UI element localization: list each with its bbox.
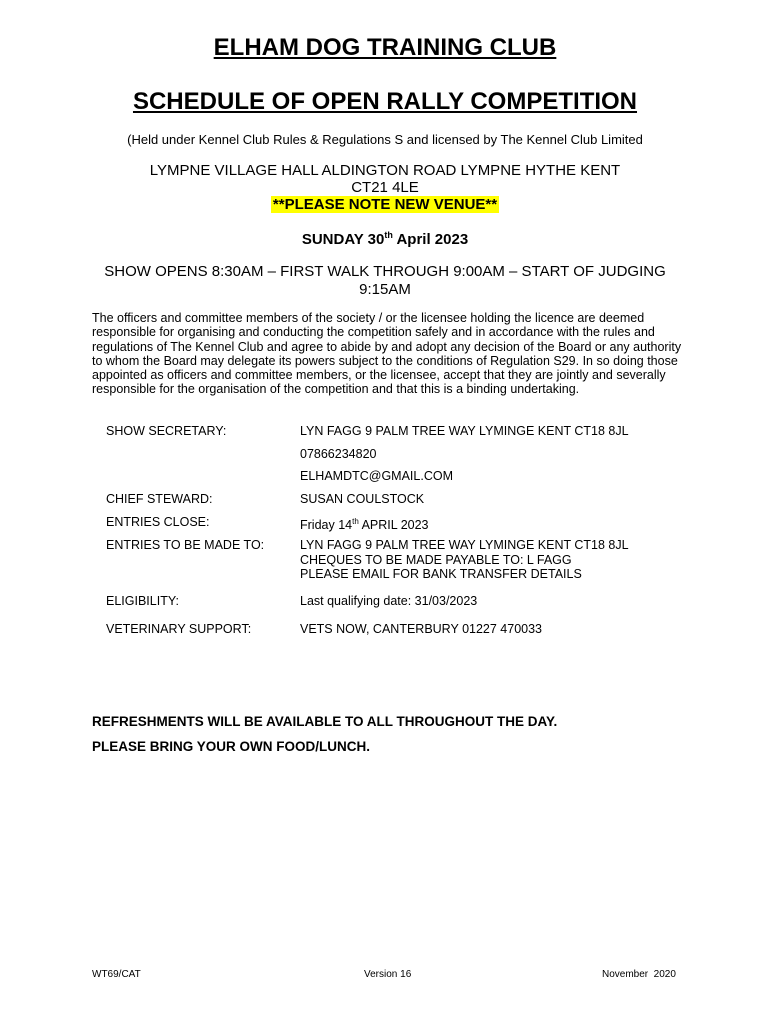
event-date: [0, 230, 770, 248]
show-secretary-phone: 07866234820: [300, 447, 377, 461]
show-secretary-address: LYN FAGG 9 PALM TREE WAY LYMINGE KENT CT18 8JL: [300, 424, 629, 438]
chief-steward-value: SUSAN COULSTOCK: [300, 492, 425, 506]
entries-to-label: ENTRIES TO BE MADE TO:: [106, 538, 265, 552]
entries-close-ordinal: th: [352, 517, 359, 526]
refreshments-notice: REFRESHMENTS WILL BE AVAILABLE TO ALL THROUGHOUT THE DAY.: [92, 714, 558, 729]
venue-line-2: CT21 4LE: [351, 179, 419, 196]
vet-support-value: VETS NOW, CANTERBURY 01227 470033: [300, 622, 543, 636]
event-date-rest: April 2023: [392, 231, 469, 248]
show-times-line-1: SHOW OPENS 8:30AM – FIRST WALK THROUGH 9:00AM – START OF JUDGING: [104, 263, 666, 280]
event-date-ordinal: th: [384, 230, 393, 240]
vet-support-label: VETERINARY SUPPORT:: [106, 622, 252, 636]
venue-address: [0, 162, 770, 196]
footer-date: November 2020: [602, 969, 676, 980]
held-under-text: (Held under Kennel Club Rules & Regulations S and licensed by The Kennel Club Limited: [127, 132, 643, 147]
declaration-paragraph: The officers and committee members of the society / or the licensee holding the licence are deemed responsible for organising and conducting the competition safely and in accordance with the rules and regulations of The Kennel Club and agree to abide by and adopt any decision of the Board or any authority to whom the Board may delegate its powers subject to the conditions of Regulation S29. In so doing those appointed as officers and committee members, or the licensee, accept that they are jointly and severally responsible for the organisation of the competition and that this is a binding undertaking.: [92, 311, 682, 397]
entries-close-label: ENTRIES CLOSE:: [106, 515, 210, 529]
venue-line-1: LYMPNE VILLAGE HALL ALDINGTON ROAD LYMPNE HYTHE KENT: [149, 162, 621, 179]
entries-to-details: [300, 538, 629, 582]
chief-steward-label: CHIEF STEWARD:: [106, 492, 213, 506]
new-venue-highlight: **PLEASE NOTE NEW VENUE**: [272, 196, 498, 213]
entries-close-rest: APRIL 2023: [358, 518, 429, 532]
entries-to-address: LYN FAGG 9 PALM TREE WAY LYMINGE KENT CT18 8JL: [300, 538, 629, 552]
show-times: [90, 263, 680, 299]
entries-close-prefix: Friday 14: [300, 518, 353, 532]
show-secretary-label: SHOW SECRETARY:: [106, 424, 227, 438]
bring-food-notice: PLEASE BRING YOUR OWN FOOD/LUNCH.: [92, 739, 371, 754]
eligibility-value: Last qualifying date: 31/03/2023: [300, 594, 478, 608]
footer-version: Version 16: [364, 969, 412, 980]
footer-form-code: WT69/CAT: [92, 969, 141, 980]
entries-to-cheques: CHEQUES TO BE MADE PAYABLE TO: L FAGG: [300, 552, 572, 567]
schedule-title-heading: SCHEDULE OF OPEN RALLY COMPETITION: [132, 88, 638, 115]
eligibility-label: ELIGIBILITY:: [106, 594, 179, 608]
club-name-heading: ELHAM DOG TRAINING CLUB: [213, 34, 557, 61]
entries-to-bank-transfer: PLEASE EMAIL FOR BANK TRANSFER DETAILS: [300, 567, 582, 581]
entries-close-value: [300, 515, 429, 533]
venue-note-wrapper: [0, 196, 770, 214]
show-times-line-2: 9:15AM: [359, 281, 411, 298]
show-secretary-email: ELHAMDTC@GMAIL.COM: [300, 469, 453, 483]
event-date-prefix: SUNDAY 30: [301, 231, 385, 248]
